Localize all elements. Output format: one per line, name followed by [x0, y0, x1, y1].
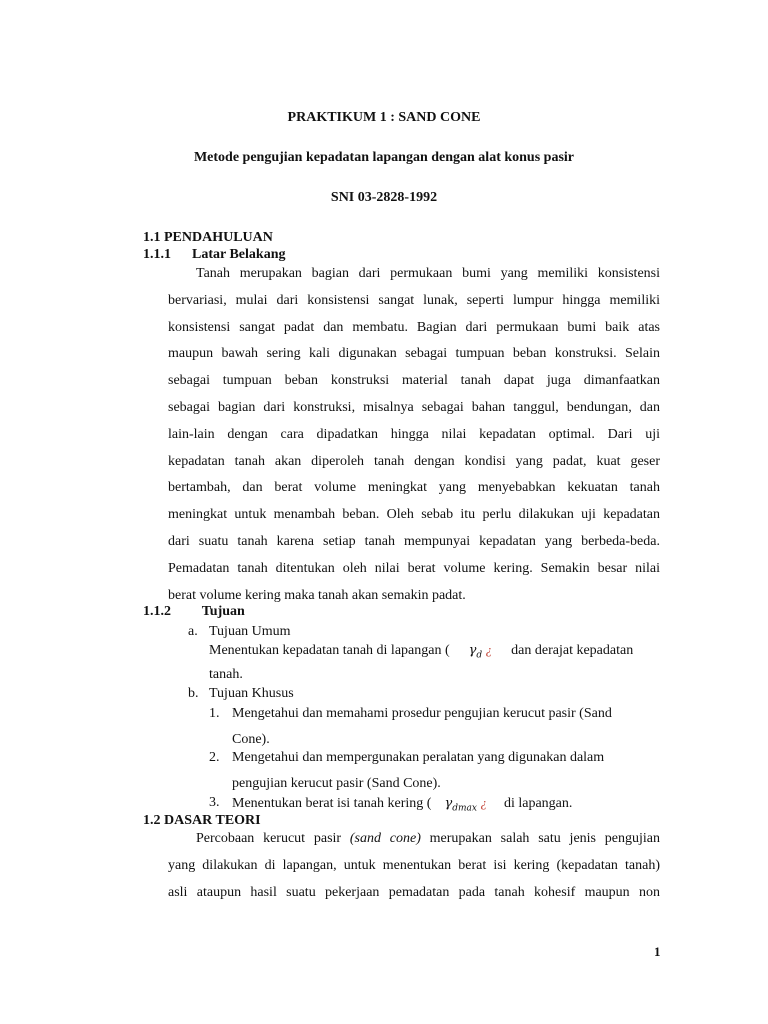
- paragraph-line: berat volume kering maka tanah akan semakin padat.: [168, 587, 466, 603]
- paragraph-line: konsistensi sangat padat dan membatu. Bagian dari permukaan bumi baik atas: [168, 319, 660, 335]
- list-number: 2.: [209, 750, 220, 765]
- section-heading-dasar-teori: 1.2 DASAR TEORI: [143, 813, 261, 828]
- equation-glyph: ¿: [480, 795, 487, 810]
- list-number: 3.: [209, 795, 220, 810]
- paragraph-line: bertambah, dan berat volume meningkat yang menyebabkan kekuatan tanah: [168, 480, 660, 496]
- paragraph-line: kepadatan tanah akan diperoleh tanah dengan kondisi yang padat, kuat geser: [168, 453, 660, 469]
- equation-glyph: ¿: [485, 642, 493, 657]
- tujuan-item-wrap: Cone).: [232, 732, 270, 747]
- paragraph-line: meningkat untuk menambah beban. Oleh sebab itu perlu dilakukan uji kepadatan: [168, 507, 660, 523]
- paragraph-line: lain-lain dengan cara dipadatkan hingga nilai kepadatan optimal. Dari uji: [168, 426, 660, 442]
- subsection-number: 1.1.1: [143, 247, 171, 262]
- list-marker-b: b.: [188, 686, 199, 701]
- subsection-number: 1.1.2: [143, 604, 171, 619]
- paragraph-line: sebagai bagian dari konstruksi, misalnya sebagai bahan tanggul, bendungan, dan: [168, 399, 660, 415]
- paragraph-line: sebagai tumpuan beban konstruksi material tanah dapat juga dimanfaatkan: [168, 373, 660, 389]
- paragraph-line: Tanah merupakan bagian dari permukaan bumi yang memiliki konsistensi: [196, 266, 660, 281]
- latar-belakang-paragraph: [168, 261, 660, 609]
- tujuan-item-wrap: pengujian kerucut pasir (Sand Cone).: [232, 776, 441, 791]
- tujuan-umum-text-wrap: tanah.: [209, 667, 243, 682]
- gamma-dmax-symbol: $\gamma_{dmax}$: [444, 796, 477, 814]
- page-title: PRAKTIKUM 1 : SAND CONE: [287, 110, 481, 125]
- tujuan-item: Menentukan berat isi tanah kering ( $\gamma_{dmax}$ ¿ di lapangan.: [232, 795, 573, 814]
- section-heading-pendahuluan: 1.1 PENDAHULUAN: [143, 230, 273, 245]
- subsection-title: Latar Belakang: [192, 247, 286, 262]
- list-marker-a: a.: [188, 624, 198, 639]
- paragraph-line: bervariasi, mulai dari konsistensi sangat lunak, seperti lumpur hingga memiliki: [168, 292, 660, 308]
- tujuan-umum-text: Menentukan kepadatan tanah di lapangan ( $\gamma_d$ ¿ dan derajat kepadatan: [209, 642, 634, 661]
- list-number: 1.: [209, 706, 220, 721]
- subsection-title: Tujuan: [201, 604, 245, 619]
- paragraph-line: maupun bawah sering kali digunakan sebagai tumpuan beban konstruksi. Selain: [168, 346, 660, 362]
- page-subtitle: Metode pengujian kepadatan lapangan dengan alat konus pasir: [193, 150, 575, 165]
- tujuan-umum-label: Tujuan Umum: [209, 624, 291, 639]
- standard-code: SNI 03-2828-1992: [330, 190, 438, 205]
- subsection-tujuan: [143, 604, 245, 620]
- dasar-teori-paragraph: [168, 826, 660, 906]
- paragraph-line: Percobaan kerucut pasir (sand cone) merupakan salah satu jenis pengujian: [196, 831, 660, 846]
- paragraph-line: yang dilakukan di lapangan, untuk menentukan berat isi kering (kepadatan tanah): [168, 857, 660, 873]
- tujuan-item: Mengetahui dan mempergunakan peralatan yang digunakan dalam: [232, 750, 605, 765]
- paragraph-line: asli ataupun hasil suatu pekerjaan pemadatan pada tanah kohesif maupun non: [168, 884, 660, 900]
- tujuan-item: Mengetahui dan memahami prosedur pengujian kerucut pasir (Sand: [232, 706, 612, 721]
- page-number: 1: [654, 944, 661, 959]
- tujuan-khusus-label: Tujuan Khusus: [209, 686, 294, 701]
- paragraph-line: dari suatu tanah karena setiap tanah mempunyai kepadatan yang berbeda-beda.: [168, 533, 660, 549]
- paragraph-line: Pemadatan tanah ditentukan oleh nilai berat volume kering. Semakin besar nilai: [168, 560, 660, 576]
- gamma-d-symbol: $\gamma_d$: [468, 643, 483, 661]
